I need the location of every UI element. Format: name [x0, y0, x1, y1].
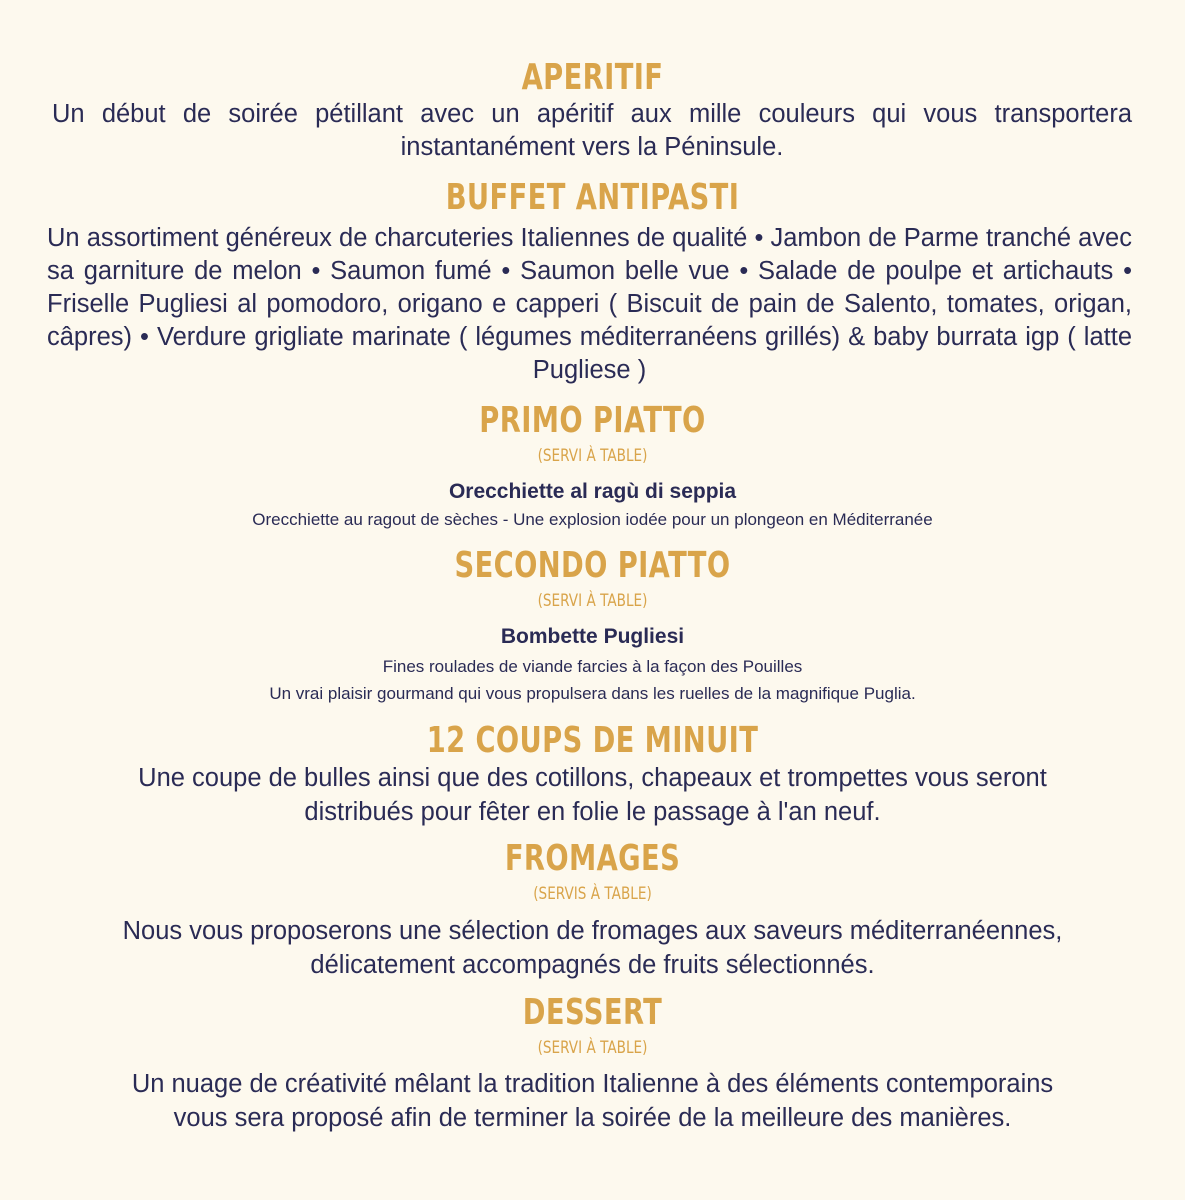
primo-title: PRIMO PIATTO — [479, 400, 706, 441]
dessert-description-line1: Un nuage de créativité mêlant la tradition Italienne à des éléments contemporains — [131, 1070, 1054, 1098]
fromages-title: FROMAGES — [504, 838, 681, 879]
secondo-subtitle: (SERVI À TABLE) — [537, 591, 648, 611]
minuit-description-line1: Une coupe de bulles ainsi que des cotillons, chapeaux et trompettes vous seront — [138, 764, 1047, 792]
secondo-title: SECONDO PIATTO — [454, 545, 731, 586]
dessert-title: DESSERT — [522, 992, 663, 1033]
minuit-description-line2: distribués pour fêter en folie le passage à l'an neuf. — [304, 798, 881, 826]
primo-dish-name: Orecchiette al ragù di seppia — [448, 480, 737, 503]
fromages-subtitle: (SERVIS À TABLE) — [533, 884, 652, 904]
fromages-description-line2: délicatement accompagnés de fruits sélectionnés. — [310, 951, 875, 979]
primo-dish-description: Orecchiette au ragout de sèches - Une explosion iodée pour un plongeon en Méditerranée — [252, 510, 933, 529]
dessert-subtitle: (SERVI À TABLE) — [537, 1038, 648, 1058]
secondo-dish-description-line1: Fines roulades de viande farcies à la façon des Pouilles — [382, 657, 803, 676]
minuit-title: 12 COUPS DE MINUIT — [426, 720, 759, 761]
antipasti-description: Un assortiment généreux de charcuteries Italiennes de qualité • Jambon de Parme tranché avec sa garniture de melon • Saumon fumé • Saumon belle vue • Salade de poulpe et artichauts • Friselle Pugliesi al pomodoro, origano e capperi ( Biscuit de pain de Salento, tomates, origan, câpres) • Verdure grigliate marinate ( légumes méditerranéens grillés) & baby burrata igp ( latte Pugliese ) — [47, 224, 1132, 384]
secondo-dish-name: Bombette Pugliesi — [500, 625, 685, 648]
aperitif-title: APERITIF — [521, 57, 664, 98]
antipasti-title: BUFFET ANTIPASTI — [445, 177, 740, 218]
fromages-description-line1: Nous vous proposerons une sélection de fromages aux saveurs méditerranéennes, — [122, 917, 1063, 945]
aperitif-description: Un début de soirée pétillant avec un apéritif aux mille couleurs qui vous transportera instantanément vers la Péninsule. — [52, 100, 1132, 161]
secondo-dish-description-line2: Un vrai plaisir gourmand qui vous propulsera dans les ruelles de la magnifique Puglia. — [269, 684, 916, 703]
primo-subtitle: (SERVI À TABLE) — [537, 446, 648, 466]
dessert-description-line2: vous sera proposé afin de terminer la soirée de la meilleure des manières. — [173, 1104, 1012, 1132]
